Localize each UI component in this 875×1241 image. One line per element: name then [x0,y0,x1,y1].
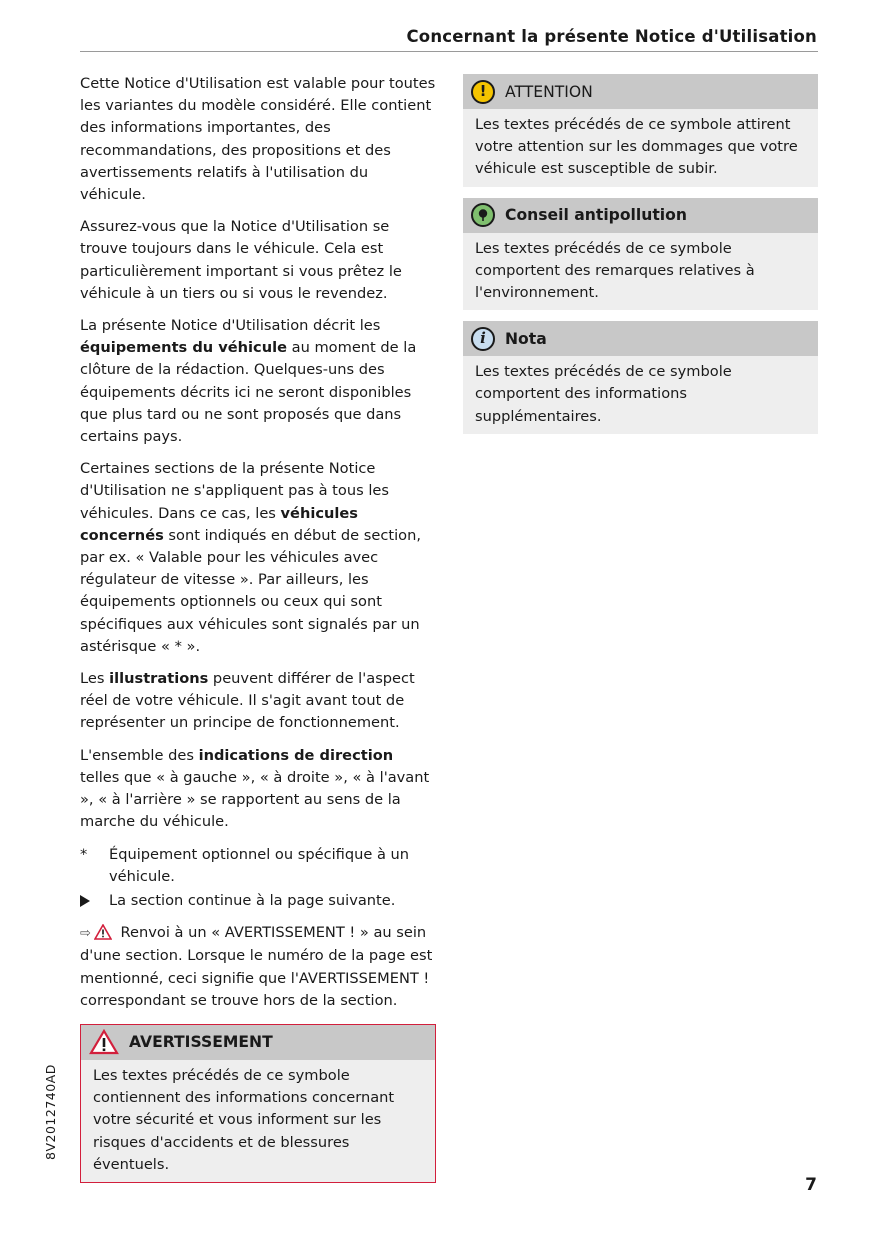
left-column [80,73,436,1183]
warning-box-title: AVERTISSEMENT [129,1033,273,1052]
nota-box-header [463,321,818,356]
text-run: sont indiqués en début de section, par ex. « Valable pour les véhicules avec régulateur de vitesse ». Par ailleurs, les équipements optionnels ou ceux qui sont spécifiques aux véhicules sont signalés par un astérisque « * ». [80,526,421,655]
asterisk-marker: * [80,845,88,863]
warning-triangle-icon [94,924,112,940]
paragraph-keep-in-vehicle: Assurez-vous que la Notice d'Utilisation se trouve toujours dans le véhicule. Cela est particulièrement important si vous prêtez le véhicule à un tiers ou si vous le revendez. [80,218,402,302]
attention-box [463,74,818,187]
bold-run: illustrations [109,670,209,688]
page-header-title: Concernant la présente Notice d'Utilisation [406,27,817,46]
bold-run: indications de direction [198,746,394,764]
text-run: Les [80,670,110,688]
text-run: L'ensemble des [80,746,199,764]
bold-run: véhicules concernés [80,504,358,544]
nota-box-body: Les textes précédés de ce symbole comportent des informations supplémentaires. [475,363,732,425]
paragraph-directions [80,745,436,834]
nota-box-title: Nota [505,329,547,348]
list-item-text: La section continue à la page suivante. [109,891,396,909]
text-run: au moment de la clôture de la rédaction. Quelques-uns des équipements décrits ici ne seront disponibles que plus tard ou ne sont proposés que dans certains pays. [80,339,417,446]
arrow-right-icon: ⇨ [80,926,91,942]
page-number: 7 [805,1175,817,1195]
paragraph-equipment [80,315,436,448]
nota-box [463,321,818,434]
warning-box [80,1024,436,1183]
exclamation-icon: ! [471,80,495,104]
list-item-text: Équipement optionnel ou spécifique à un véhicule. [109,845,410,885]
paragraph-sections [80,458,436,658]
environment-box [463,198,818,311]
paragraph-warning-reference [80,922,436,1012]
text-run: telles que « à gauche », « à droite », « à l'avant », « à l'arrière » se rapportent au sens de la marche du véhicule. [80,768,430,831]
environment-box-header [463,198,818,233]
text-run: La présente Notice d'Utilisation décrit les [80,317,381,335]
warning-box-body: Les textes précédés de ce symbole contiennent des informations concernant votre sécurité et vous informent sur les risques d'accidents et de blessures éventuels. [93,1066,395,1173]
paragraph-illustrations [80,668,436,735]
paragraph-validity: Cette Notice d'Utilisation est valable pour toutes les variantes du modèle considéré. Elle contient des informations importantes, des recommandations, des propositions et des avertissements relatifs à l'utilisation du véhicule. [80,75,436,204]
tree-icon [471,203,495,227]
play-triangle-icon [80,890,100,914]
text-run: peuvent différer de l'aspect réel de votre véhicule. Il s'agit avant tout de représenter un principe de fonctionnement. [80,670,415,732]
document-code: 8V2012740AD [43,1064,58,1160]
right-column [463,74,818,445]
attention-box-body: Les textes précédés de ce symbole attirent votre attention sur les dommages que votre véhicule est susceptible de subir. [475,116,798,178]
attention-box-header [463,74,818,109]
text-run: Renvoi à un « AVERTISSEMENT ! » au sein d'une section. Lorsque le numéro de la page est mentionné, ceci signifie que l'AVERTISSEMENT ! correspondant se trouve hors de la section. [80,924,433,1009]
environment-box-title: Conseil antipollution [505,206,687,225]
list-item-continues [80,890,436,912]
list-item-asterisk [80,844,436,888]
environment-box-body: Les textes précédés de ce symbole comportent des remarques relatives à l'environnement. [475,239,755,302]
bold-run: équipements du véhicule [80,339,287,357]
text-run: Certaines sections de la présente Notice d'Utilisation ne s'appliquent pas à tous les véhicules. Dans ce cas, les [80,460,389,522]
attention-box-title: ATTENTION [505,82,593,101]
warning-triangle-icon [89,1029,119,1055]
info-icon: i [471,327,495,351]
header-divider [80,51,818,52]
warning-box-header [81,1025,435,1060]
